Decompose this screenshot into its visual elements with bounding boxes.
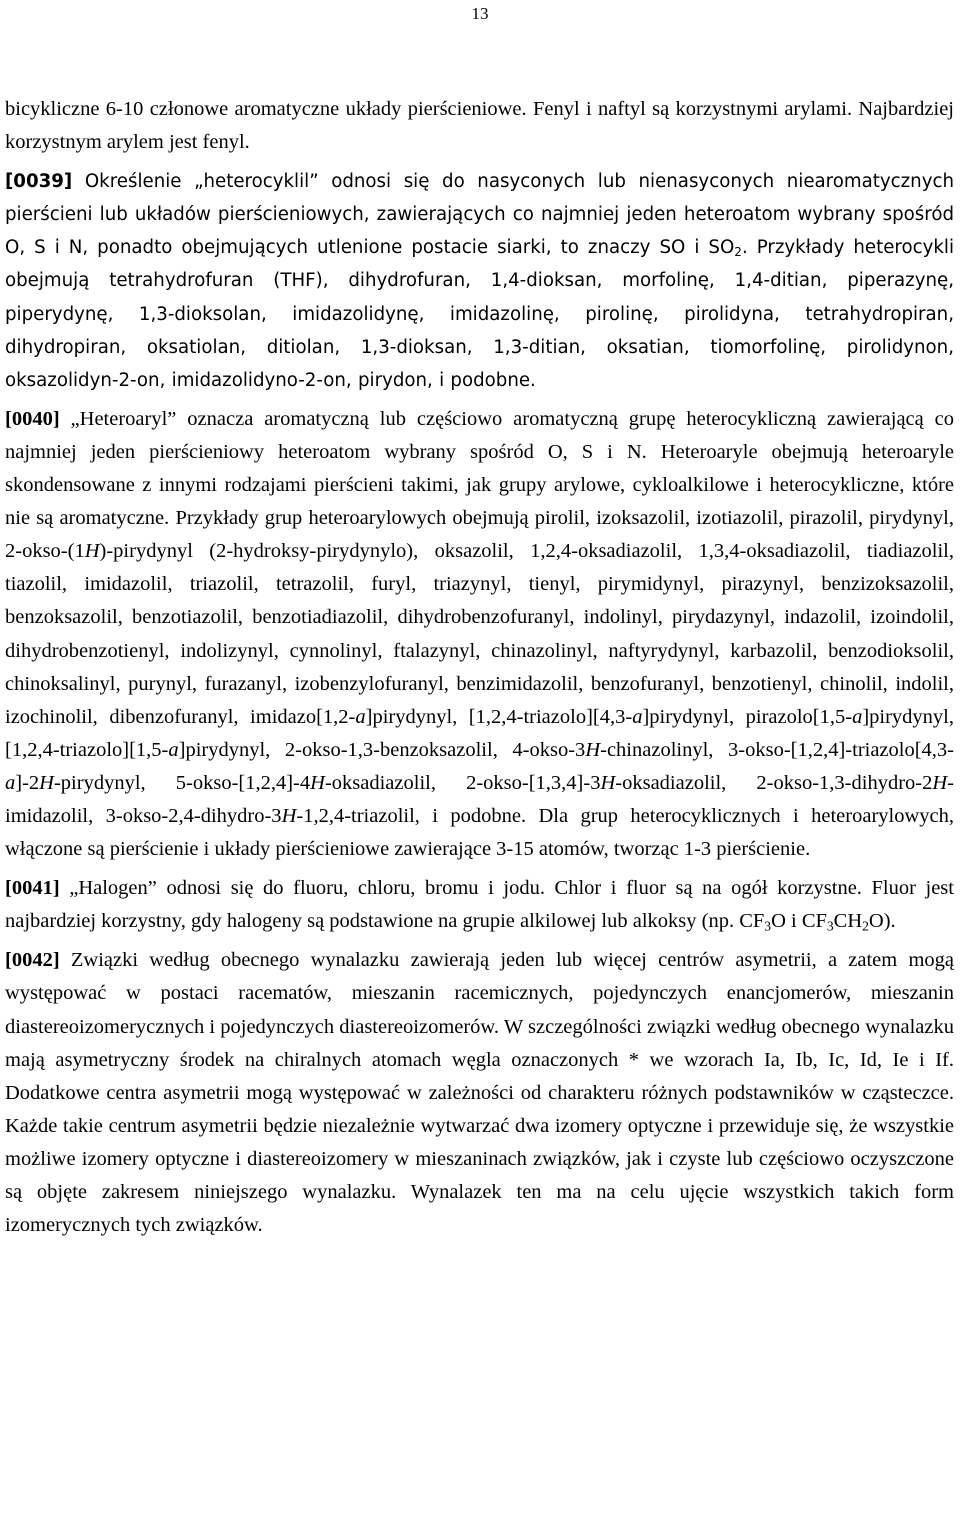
paragraph-text: Wynalazek ten ma na celu ujęcie wszystkich takich form izomerycznych tych związków. — [5, 1181, 954, 1237]
subscript: 3 — [764, 918, 772, 934]
paragraph-text: Przykłady grup heteroarylowych obejmują pirolil, izoksazolil, izotiazolil, pirazolil, pirydynyl, 2-okso-(1 — [5, 507, 954, 563]
paragraph-number: [0042] — [5, 949, 60, 972]
italic-text: a — [852, 705, 863, 728]
italic-text: H — [39, 771, 54, 794]
paragraph-number: [0039] — [5, 171, 73, 193]
italic-text: a — [632, 705, 643, 728]
paragraph-number: [0040] — [5, 407, 60, 430]
paragraph-text: Każde takie centrum asymetrii będzie niezależnie wytwarzać dwa izomery optyczne i przewiduje się, że wszystkie możliwe izomery optyczne i diastereoizomery w mieszaninach związków, jak i czyste lub częściowo oczyszczone są objęte zakresem niniejszego wynalazku. — [5, 1114, 954, 1203]
paragraph-text: O). — [868, 910, 896, 933]
italic-text: H — [600, 771, 616, 794]
italic-text: a — [355, 705, 366, 728]
paragraph-text: W szczególności związki według obecnego wynalazku mają asymetryczny środek na chiralnych atomach węgla oznaczonych * we wzorach Ia, Ib, Ic, Id, Ie i If. — [5, 1015, 955, 1071]
italic-text: H — [84, 540, 100, 563]
italic-text: H — [281, 804, 297, 827]
paragraph-text: -imidazolil, 3-okso-2,4-dihydro-3 — [5, 771, 954, 827]
paragraph-text: CH — [833, 910, 863, 933]
paragraph-text: Związki według obecnego wynalazku zawierają jeden lub więcej centrów asymetrii, a zatem mogą występować w postaci racematów, mieszanin racemicznych, pojedynczych enancjomerów, mieszanin diastereoizomerycznych i pojedynczych diastereoizomerów. — [5, 949, 954, 1038]
paragraph-text: -1,2,4-triazolil, i podobne. — [296, 804, 527, 827]
paragraph-text: -oksadiazolil, 2-okso-[1,3,4]-3 — [324, 771, 601, 794]
paragraph-0041 — [5, 872, 954, 938]
paragraph-text: Fluor jest najbardziej korzystny, gdy halogeny są podstawione na grupie alkilowej lub alkoksy (np. CF — [5, 877, 954, 933]
subscript: 2 — [734, 245, 742, 260]
subscript: 2 — [862, 918, 869, 934]
paragraph-text: -chinazolinyl, 3-okso-[1,2,4]-triazolo[4,3- — [600, 738, 955, 761]
paragraph-text: ]-2 — [15, 771, 40, 794]
paragraph-text: Dla grup heterocyklicznych i heteroarylowych, włączone są pierścienie i układy pierścieniowe zawierające 3-15 atomów, tworząc 1-3 pierścienie. — [5, 804, 954, 861]
paragraph-text: -pirydynyl, 5-okso-[1,2,4]-4 — [53, 771, 311, 794]
paragraph-0039 — [5, 165, 954, 397]
paragraph-0040 — [5, 403, 954, 866]
paragraph-text: ]pirydynyl, pirazolo[1,5- — [642, 705, 853, 728]
paragraph-text: . Przykłady heterocykli obejmują tetrahydrofuran (THF), dihydrofuran, 1,4-dioksan, morfolinę, 1,4-ditian, piperazynę, piperydynę, 1,3-dioksolan, imidazolidynę, imidazolinę, pirolinę, pirolidyna, tetrahydropiran, dihydropiran, oksatiolan, ditiolan, 1,3-dioksan, 1,3-ditian, oksatian, tiomorfolinę, pirolidynon, oksazolidyn-2-on, imidazolidyno-2-on, pirydon, i podobne. — [5, 237, 955, 391]
italic-text: H — [585, 738, 601, 761]
paragraph-text: Heteroaryle obejmują heteroaryle skondensowane z innymi rodzajami pierścieni takimi, jak grupy arylowe, cykloalkilowe i heterocykliczne, które nie są aromatyczne. — [5, 440, 955, 530]
paragraph-number: [0041] — [5, 877, 60, 900]
paragraph-text: Określenie „heterocyklil” odnosi się do nasyconych lub nienasyconych niearomatycznych pierścieni lub układów pierścieniowych, zawierających co najmniej jeden heteroatom wybrany spośród O, S i N, ponadto obejmujących utlenione postacie siarki, to znaczy SO i SO — [5, 171, 954, 259]
paragraph-text: „Halogen” odnosi się do fluoru, chloru, bromu i jodu. — [59, 877, 545, 900]
paragraph-text: )-pirydynyl (2-hydroksy-pirydynylo), oksazolil, 1,2,4-oksadiazolil, 1,3,4-oksadiazolil, tiadiazolil, tiazolil, imidazolil, triazolil, tetrazolil, furyl, triazynyl, tienyl, pirymidynyl, pirazynyl, benzizoksazolil, benzoksazolil, benzotiazolil, benzotiadiazolil, dihydrobenzofuranyl, indolinyl, pirydazynyl, indazolil, izoindolil, dihydrobenzotienyl, indolizynyl, cynnolinyl, ftalazynyl, chinazolinyl, naftyrydynyl, karbazolil, benzodioksolil, chinoksalinyl, purynyl, furazanyl, izobenzylofuranyl, benzimidazolil, benzofuranyl, benzotienyl, chinolil, indolil, izochinolil, dibenzofuranyl, imidazo[1,2- — [5, 540, 954, 728]
paragraph-text: ]pirydynyl, 2-okso-1,3-benzoksazolil, 4-okso-3 — [178, 738, 586, 761]
paragraph-text: ]pirydynyl, [1,2,4-triazolo][1,5- — [5, 705, 954, 761]
page-number: 13 — [471, 4, 489, 23]
document-body — [5, 93, 954, 1242]
paragraph-text: bicykliczne 6-10 członowe aromatyczne układy pierścieniowe. Fenyl i naftyl są korzystnymi arylami. Najbardziej korzystnym arylem jest fenyl. — [5, 98, 954, 154]
paragraph-text: „Heteroaryl” oznacza aromatyczną lub częściowo aromatyczną grupę heterocykliczną zawierającą co najmniej jeden pierścieniowy heteroatom wybrany spośród O, S i N. — [5, 407, 954, 463]
subscript: 3 — [826, 918, 834, 934]
paragraph-text: -oksadiazolil, 2-okso-1,3-dihydro-2 — [615, 771, 933, 794]
paragraph-0042 — [5, 944, 954, 1242]
italic-text: a — [5, 771, 16, 794]
italic-text: H — [310, 771, 325, 794]
paragraph-text: O i CF — [771, 910, 827, 933]
paragraph-text: Chlor i fluor są na ogół korzystne. — [544, 877, 862, 900]
paragraph-text: Dodatkowe centra asymetrii mogą występować w zależności od charakteru różnych podstawników w cząsteczce. — [5, 1081, 954, 1104]
paragraph-text: ]pirydynyl, [1,2,4-triazolo][4,3- — [365, 705, 633, 728]
paragraph-intro — [5, 93, 954, 159]
italic-text: H — [932, 771, 948, 794]
italic-text: a — [168, 738, 179, 761]
